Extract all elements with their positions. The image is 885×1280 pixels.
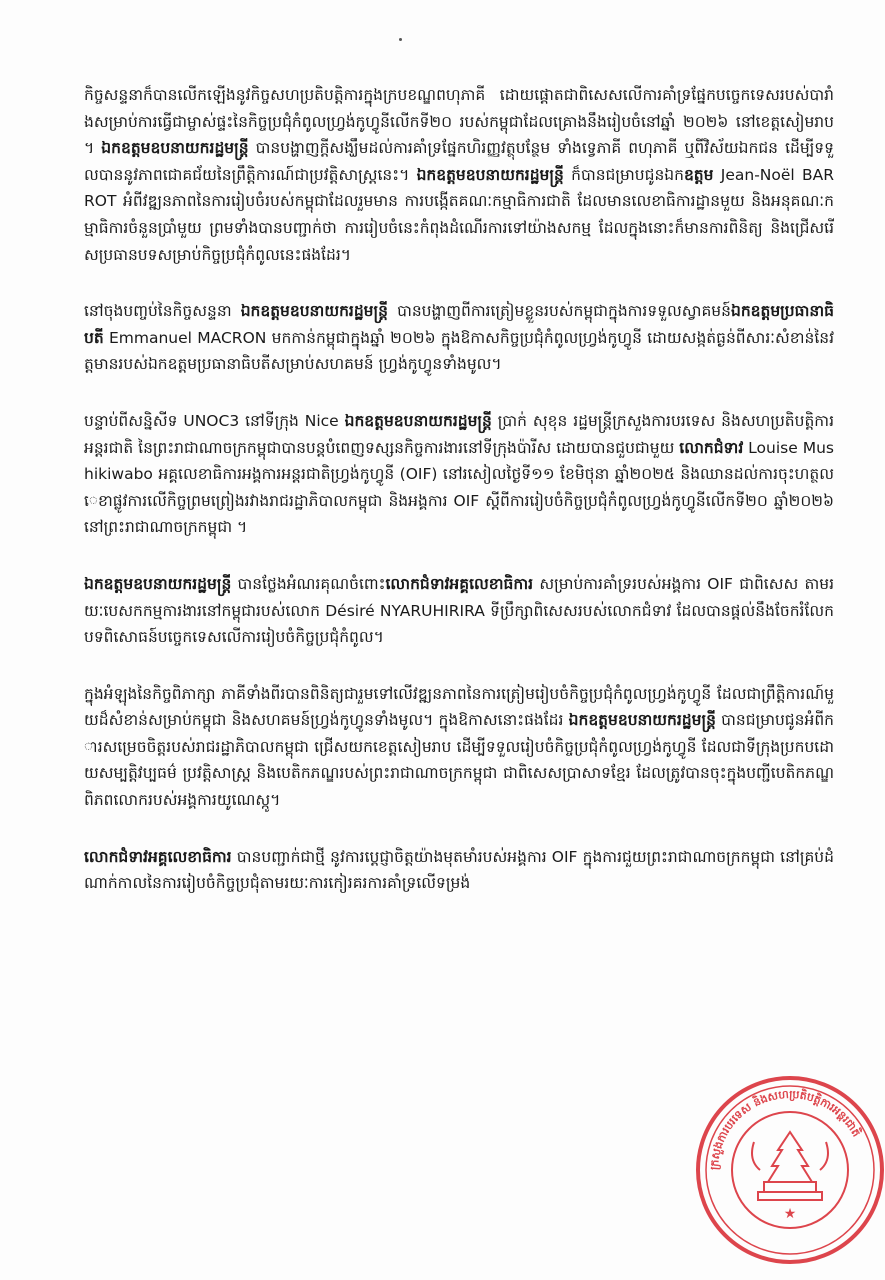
bold-run: ឯកឧត្តមឧបនាយករដ្ឋមន្ត្រី	[84, 574, 232, 593]
text-run: បានថ្លែងអំណរគុណចំពោះ	[231, 574, 386, 593]
text-run: នៅចុងបញ្ចប់នៃកិច្ចសន្ទនា	[84, 302, 241, 321]
text-run: បានជម្រាបជូនអំពីការសម្រេចចិត្តរបស់រាជរដ្ឋាភិបាលកម្ពុជា ជ្រើសយកខេត្តសៀមរាប ដើម្បីទទួលរៀបចំកិច្ចប្រជុំកំពូលហ្វ្រង់កូហ្វូនី ដែលជាទីក្រុងប្រកបដោយសម្បត្តិវប្បធម៌ ប្រវត្តិសាស្ត្រ និងបេតិកភណ្ឌរបស់ព្រះរាជាណាចក្រកម្ពុជា ជាពិសេសប្រាសាទខ្មែរ ដែលត្រូវបានចុះក្នុងបញ្ជីបេតិកភណ្ឌពិភពលោករបស់អង្គការយូណេស្កូ។	[84, 711, 834, 810]
bold-run: ឯកឧត្តមឧបនាយករដ្ឋមន្ត្រី	[416, 165, 564, 184]
seal-text: ក្រសួងការបរទេស និងសហប្រតិបត្តិការអន្តរជាតិ	[707, 1087, 864, 1171]
text-run: បានបង្ហាញពីការត្រៀមខ្លួនរបស់កម្ពុជាក្នុងការទទួលស្វាគមន៍	[387, 302, 731, 321]
text-run: Emmanuel MACRON មកកាន់កម្ពុជាក្នុងឆ្នាំ ២០២៦ ក្នុងឱកាសកិច្ចប្រជុំកំពូលហ្វ្រង់កូហ្វូនី ដោយសង្កត់ធ្ងន់ពីសារៈសំខាន់នៃវត្តមានរបស់ឯកឧត្តមប្រធានាធិបតីសម្រាប់សហគមន៍ ហ្វ្រង់កូហ្វូនទាំងមូល។	[84, 328, 834, 374]
bold-run: ឯកឧត្តមឧបនាយករដ្ឋមន្ត្រី	[101, 139, 249, 158]
paragraph-5	[84, 681, 834, 814]
bold-run: ឯកឧត្តមឧបនាយករដ្ឋមន្ត្រី	[344, 411, 492, 430]
text-run: បានបង្ហាញក្តីសង្ឃឹមដល់ការគាំទ្រផ្នែកហិរញ្ញវត្ថុបន្ថែម ទាំងទ្វេភាគី ពហុភាគី ឬពីវិស័យឯកជន ដើម្បីទទួលបាននូវភាពជោគជ័យនៃព្រឹត្តិការណ៍ជាប្រវត្តិសាស្ត្រនេះ។	[84, 139, 834, 184]
bold-run: ឯកឧត្តមឧបនាយករដ្ឋមន្ត្រី	[240, 302, 388, 321]
text-run: បន្ទាប់ពីសន្និសីទ UNOC3 នៅទីក្រុង Nice	[84, 411, 345, 430]
paragraph-1	[84, 82, 834, 268]
bold-run: លោកជំទាវ	[679, 438, 744, 457]
bold-run: ឯកឧត្តមប្រធានាធិបតី	[84, 302, 834, 347]
seal-icon	[690, 1070, 885, 1270]
bold-run: លោកជំទាវអគ្គលេខាធិការ	[84, 847, 232, 866]
document-body	[84, 82, 834, 897]
text-run: Jean-Noël BARROT អំពីវឌ្ឍនភាពនៃការរៀបចំរបស់កម្ពុជាដែលរួមមាន ការបង្កើតគណៈកម្មាធិការជាតិ ដែលមានលេខាធិការដ្ឋានមួយ និងអនុគណៈកម្មាធិការចំនួនប្រាំមួយ ព្រមទាំងបានបញ្ជាក់ថា ការរៀបចំនេះកំពុងដំណើរការទៅយ៉ាងសកម្ម ដែលក្នុងនោះក៏មានការពិនិត្យ និងជ្រើសរើសប្រធានបទសម្រាប់កិច្ចប្រជុំកំពូលនេះផងដែរ។	[84, 165, 834, 264]
text-run: ក៏បានជម្រាបជូនឯក	[563, 165, 684, 184]
text-run: សម្រាប់ការគាំទ្ររបស់អង្គការ OIF ជាពិសេស តាមរយៈបេសកកម្មការងារនៅកម្ពុជារបស់លោក Désiré NYARUHIRIRA ទីប្រឹក្សាពិសេសរបស់លោកជំទាវ ដែលបានផ្តល់នឹងចែករំលែកបទពិសោធន៍បច្ចេកទេសលើការរៀបចំកិច្ចប្រជុំកំពូល។	[84, 574, 834, 647]
text-run: ប្រាក់ សុខុន រដ្ឋមន្ត្រីក្រសួងការបរទេស និងសហប្រតិបត្តិការអន្តរជាតិ នៃព្រះរាជាណាចក្រកម្ពុជាបានបន្តបំពេញទស្សនកិច្ចការងារនៅទីក្រុងប៉ារីស ដោយបានជួបជាមួយ	[84, 411, 834, 457]
text-run: ក្នុងអំឡុងនៃកិច្ចពិភាក្សា ភាគីទាំងពីរបានពិនិត្យជារួមទៅលើវឌ្ឍនភាពនៃការត្រៀមរៀបចំកិច្ចប្រជុំកំពូលហ្វ្រង់កូហ្វូនី ដែលជាព្រឹត្តិការណ៍មួយដ៏សំខាន់សម្រាប់កម្ពុជា និងសហគមន៍ហ្វ្រង់កូហ្វូនទាំងមូល។ ក្នុងឱកាសនោះផងដែរ	[84, 684, 834, 730]
text-run: Louise Mushikiwabo អគ្គលេខាធិការអង្គការអន្តរជាតិហ្វ្រង់កូហ្វូនី (OIF) នៅរសៀលថ្ងៃទី១១ ខែមិថុនា ឆ្នាំ២០២៥ និងឈានដល់ការចុះហត្ថលេខាផ្លូវការលើកិច្ចព្រមព្រៀងរវាងរាជរដ្ឋាភិបាលកម្ពុជា និងអង្គការ OIF ស្តីពីការរៀបចំកិច្ចប្រជុំកំពូលហ្វ្រង់កូហ្វូនីលើកទី២០ ឆ្នាំ២០២៦ នៅព្រះរាជាណាចក្រកម្ពុជា ។	[84, 438, 834, 537]
scan-dot	[399, 38, 402, 41]
bold-run: ឧត្តម	[683, 165, 714, 184]
paragraph-4	[84, 571, 834, 651]
paragraph-3	[84, 408, 834, 541]
paragraph-2	[84, 298, 834, 378]
official-seal-stamp	[690, 1070, 885, 1270]
paragraph-6	[84, 844, 834, 897]
text-run: បានបញ្ជាក់ជាថ្មី នូវការប្តេជ្ញាចិត្តយ៉ាងមុតមាំរបស់អង្គការ OIF ក្នុងការជួយព្រះរាជាណាចក្រកម្ពុជា នៅគ្រប់ដំណាក់កាលនៃការរៀបចំកិច្ចប្រជុំតាមរយៈការកៀរគរការគាំទ្រលើទម្រង់	[84, 847, 834, 893]
bold-run: លោកជំទាវអគ្គលេខាធិការ	[385, 574, 534, 593]
text-run: កិច្ចសន្ទនាក៏បានលើកឡើងនូវកិច្ចសហប្រតិបត្តិការក្នុងក្របខណ្ឌពហុភាគី ដោយផ្តោតជាពិសេសលើការគាំទ្រផ្នែកបច្ចេកទេសរបស់បារាំងសម្រាប់ការធ្វើជាម្ចាស់ផ្ទះនៃកិច្ចប្រជុំកំពូលហ្វ្រង់កូហ្វូនីលើកទី២០ របស់កម្ពុជាដែលគ្រោងនឹងរៀបចំនៅឆ្នាំ ២០២៦ នៅខេត្តសៀមរាប។	[84, 86, 834, 158]
bold-run: ឯកឧត្តមឧបនាយករដ្ឋមន្ត្រី	[568, 711, 716, 730]
svg-text:★: ★	[783, 1206, 797, 1222]
